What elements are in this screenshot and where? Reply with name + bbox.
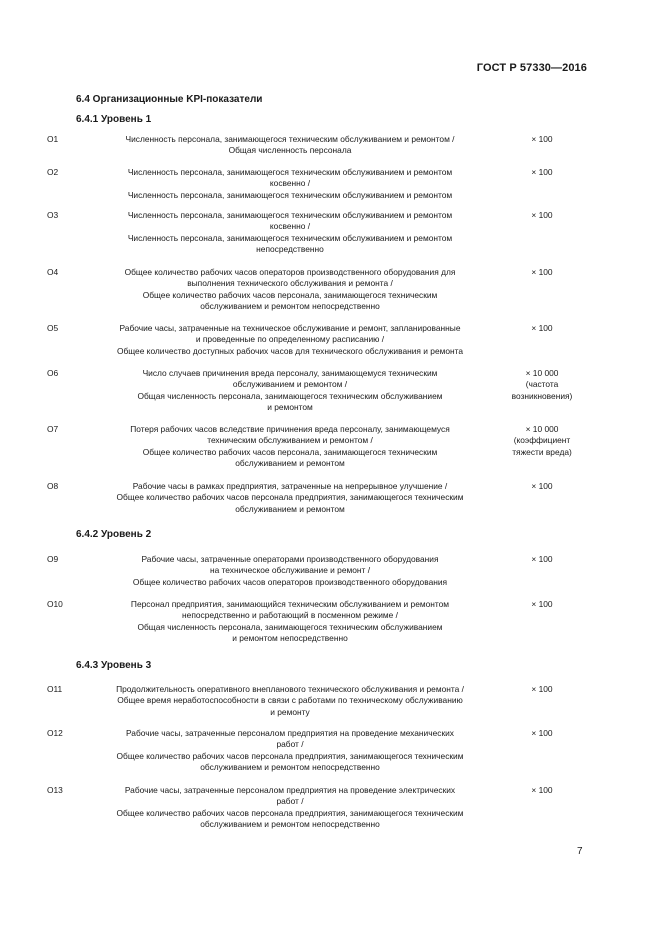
factor-line: × 100 [531, 684, 553, 694]
formula-line: Численность персонала, занимающегося техническим обслуживанием и ремонтом [127, 232, 453, 243]
kpi-factor [500, 424, 584, 458]
formula-line: Персонал предприятия, занимающийся техническим обслуживанием и ремонтом [130, 599, 450, 609]
formula-line: Общее количество рабочих часов операторов производственного оборудования для [124, 267, 456, 277]
formula-line: Рабочие часы, затраченные операторами производственного оборудования [141, 554, 439, 564]
formula-line: Численность персонала, занимающегося техническим обслуживанием и ремонтом [127, 189, 453, 200]
factor-line: × 100 [531, 134, 553, 144]
kpi-code: O5 [47, 323, 59, 333]
kpi-code: O13 [47, 785, 63, 795]
formula-line: обслуживанием и ремонтом непосредственно [200, 762, 380, 773]
formula-line: обслуживанием и ремонтом непосредственно [200, 301, 380, 312]
kpi-formula [80, 424, 500, 470]
factor-line: тяжести вреда) [512, 446, 572, 457]
formula-line: и проведенные по определенному расписанию / [195, 334, 385, 345]
factor-line: × 100 [531, 167, 553, 177]
formula-line: Рабочие часы в рамках предприятия, затраченные на непрерывное улучшение / [132, 481, 448, 491]
kpi-code: O3 [47, 210, 59, 220]
kpi-factor [500, 134, 584, 145]
kpi-code: O4 [47, 267, 59, 277]
formula-line: Численность персонала, занимающегося техническим обслуживанием и ремонтом [127, 210, 453, 220]
formula-line: непосредственно [256, 244, 324, 255]
kpi-code: O2 [47, 167, 59, 177]
formula-line: Общая численность персонала, занимающегося техническим обслуживанием [137, 390, 443, 401]
formula-line: Численность персонала, занимающегося техническим обслуживанием и ремонтом [127, 167, 453, 177]
kpi-code: O6 [47, 368, 59, 378]
kpi-formula [80, 167, 500, 201]
formula-line: Общее количество рабочих часов персонала предприятия, занимающегося техническим [116, 492, 464, 503]
formula-line: Общее количество рабочих часов персонала, занимающегося техническим [142, 289, 438, 300]
kpi-factor [500, 481, 584, 492]
kpi-factor [500, 554, 584, 565]
formula-line: техническим обслуживанием и ремонтом / [207, 435, 373, 446]
kpi-code: O9 [47, 554, 59, 564]
formula-line: Общее количество рабочих часов персонала предприятия, занимающегося техническим [116, 807, 464, 818]
formula-line: обслуживанием и ремонтом / [232, 379, 348, 390]
factor-line: × 100 [531, 728, 553, 738]
formula-line: Общее количество доступных рабочих часов для технического обслуживания и ремонта [116, 345, 464, 356]
kpi-code: O12 [47, 728, 63, 738]
formula-line: Потеря рабочих часов вследствие причинения вреда персоналу, занимающемуся [130, 424, 450, 434]
factor-line: × 100 [531, 323, 553, 333]
formula-line: Продолжительность оперативного внепланового технического обслуживания и ремонта / [116, 684, 464, 694]
formula-line: Общее количество рабочих часов персонала предприятия, занимающегося техническим [116, 750, 464, 761]
kpi-factor [500, 368, 584, 402]
factor-line: × 100 [531, 481, 553, 491]
formula-line: Число случаев причинения вреда персоналу, занимающемуся техническим [142, 368, 438, 378]
kpi-formula [80, 599, 500, 645]
formula-line: косвенно / [269, 178, 311, 189]
factor-line: возникновения) [511, 390, 573, 401]
kpi-factor [500, 785, 584, 796]
kpi-formula [80, 134, 500, 157]
kpi-formula [80, 728, 500, 774]
kpi-code: O8 [47, 481, 59, 491]
level-3-title: 6.4.3 Уровень 3 [76, 660, 152, 671]
factor-line: × 10 000 [525, 424, 559, 434]
factor-line: (частота [525, 379, 559, 390]
formula-line: Численность персонала, занимающегося техническим обслуживанием и ремонтом / [125, 134, 455, 144]
factor-line: × 100 [531, 785, 553, 795]
formula-line: непосредственно и работающий в посменном режиме / [182, 610, 398, 621]
formula-line: обслуживанием и ремонтом [235, 503, 345, 514]
kpi-factor [500, 210, 584, 221]
document-id: ГОСТ Р 57330—2016 [476, 62, 587, 74]
kpi-factor [500, 599, 584, 610]
formula-line: работ / [276, 739, 304, 750]
section-title: 6.4 Организационные KPI-показатели [76, 94, 263, 105]
formula-line: обслуживанием и ремонтом непосредственно [200, 819, 380, 830]
kpi-formula [80, 785, 500, 831]
formula-line: и ремонту [270, 706, 310, 717]
formula-line: Общая численность персонала [228, 145, 352, 156]
formula-line: и ремонтом [267, 402, 313, 413]
kpi-formula [80, 481, 500, 515]
formula-line: и ремонтом непосредственно [232, 633, 348, 644]
formula-line: Общее время неработоспособности в связи с работами по техническому обслуживанию [117, 695, 463, 706]
formula-line: Рабочие часы, затраченные персоналом предприятия на проведение механических [126, 728, 454, 738]
kpi-formula [80, 210, 500, 256]
formula-line: Общее количество рабочих часов персонала, занимающегося техническим [142, 446, 438, 457]
kpi-factor [500, 728, 584, 739]
kpi-code: O10 [47, 599, 63, 609]
formula-line: обслуживанием и ремонтом [235, 458, 345, 469]
kpi-code: O1 [47, 134, 59, 144]
formula-line: Общая численность персонала, занимающегося техническим обслуживанием [137, 621, 443, 632]
formula-line: на техническое обслуживание и ремонт / [209, 565, 371, 576]
formula-line: Рабочие часы, затраченные на техническое обслуживание и ремонт, запланированные [119, 323, 461, 333]
factor-line: × 10 000 [525, 368, 559, 378]
formula-line: выполнения технического обслуживания и ремонта / [187, 278, 393, 289]
kpi-factor [500, 167, 584, 178]
kpi-code: O11 [47, 684, 63, 694]
kpi-formula [80, 554, 500, 588]
kpi-formula [80, 267, 500, 313]
formula-line: работ / [276, 796, 304, 807]
kpi-code: O7 [47, 424, 59, 434]
factor-line: × 100 [531, 210, 553, 220]
formula-line: косвенно / [269, 221, 311, 232]
factor-line: (коэффициент [513, 435, 571, 446]
page-number: 7 [577, 846, 583, 857]
kpi-factor [500, 684, 584, 695]
kpi-formula [80, 323, 500, 357]
formula-line: Общее количество рабочих часов операторов производственного оборудования [132, 576, 448, 587]
factor-line: × 100 [531, 267, 553, 277]
factor-line: × 100 [531, 599, 553, 609]
kpi-factor [500, 323, 584, 334]
kpi-formula [80, 684, 500, 718]
factor-line: × 100 [531, 554, 553, 564]
kpi-formula [80, 368, 500, 414]
level-1-title: 6.4.1 Уровень 1 [76, 114, 152, 125]
level-2-title: 6.4.2 Уровень 2 [76, 529, 152, 540]
formula-line: Рабочие часы, затраченные персоналом предприятия на проведение электрических [124, 785, 456, 795]
kpi-factor [500, 267, 584, 278]
